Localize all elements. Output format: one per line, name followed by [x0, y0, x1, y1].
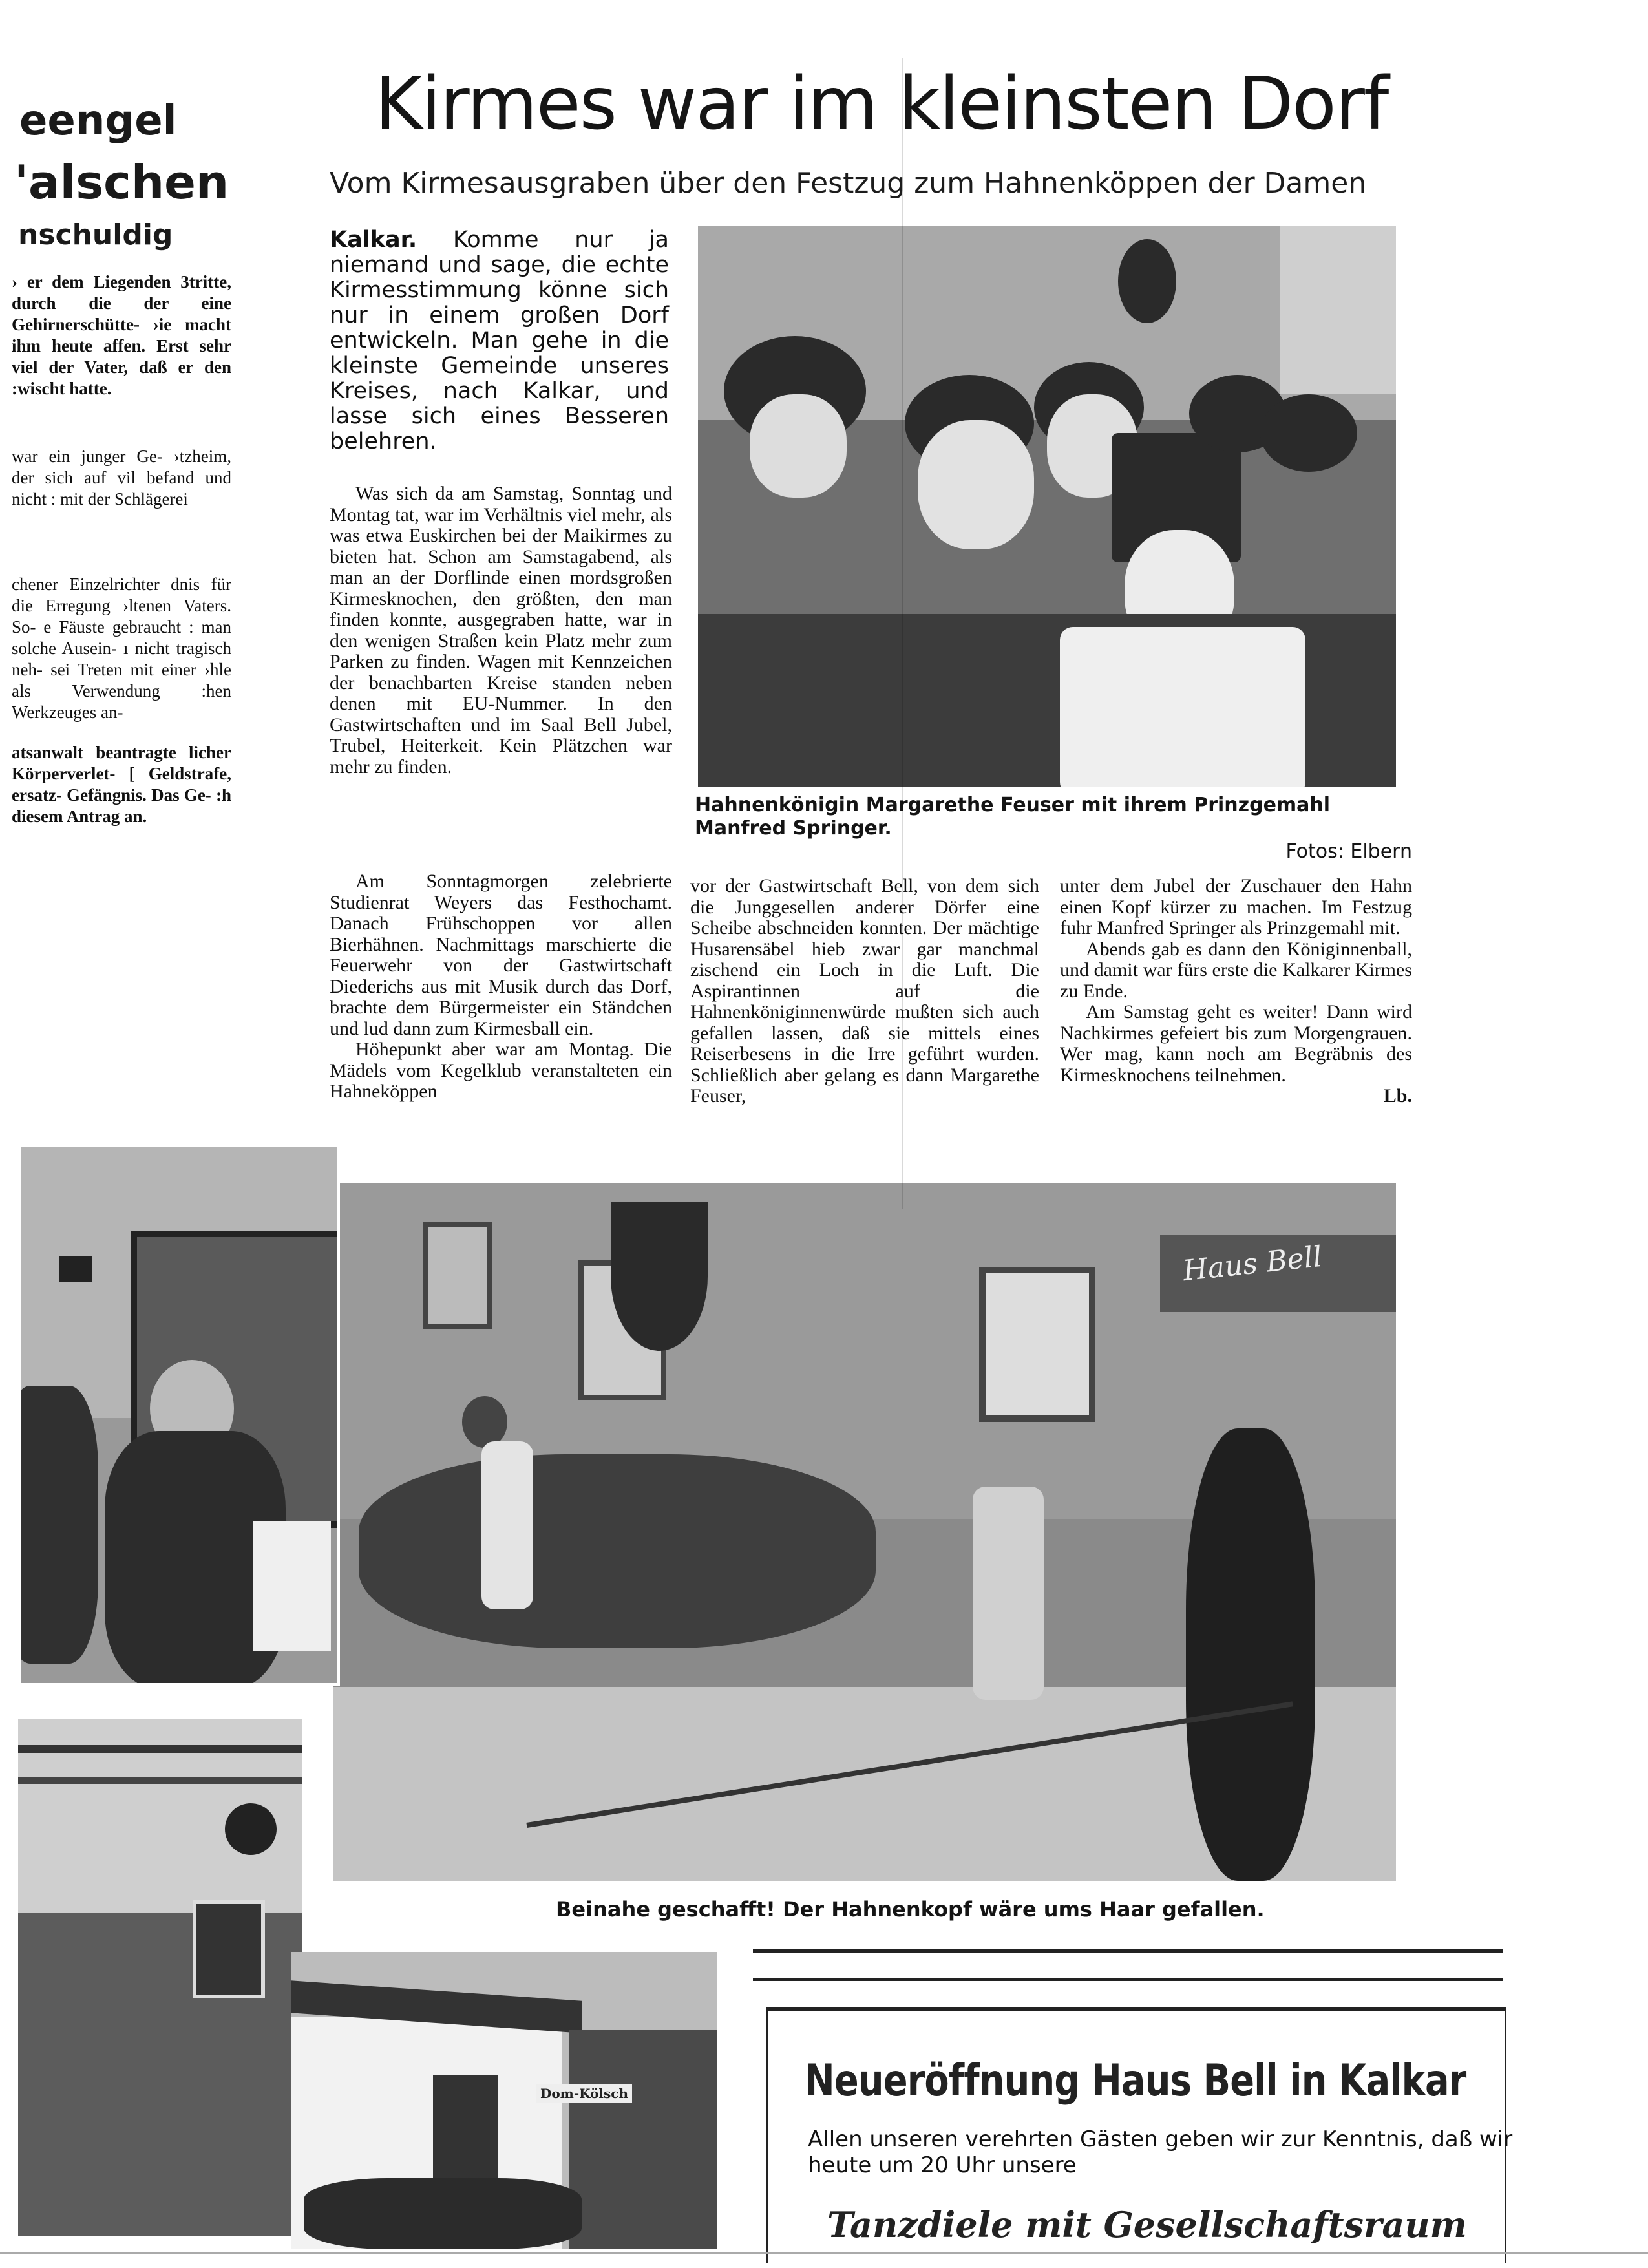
ad-script-line: Tanzdiele mit Gesellschaftsraum — [827, 2204, 1467, 2245]
ad-title: Neueröffnung Haus Bell in Kalkar — [805, 2055, 1466, 2106]
photo-haus-bell-exterior — [291, 1952, 717, 2249]
photo-card-player — [18, 1386, 98, 1664]
photo-window — [433, 2075, 498, 2178]
photo-spectators — [359, 1454, 876, 1648]
author-signature: Lb. — [1383, 1085, 1412, 1107]
article-column-3 — [1060, 876, 1412, 1107]
photo-spectator-head — [462, 1396, 507, 1448]
photo-window — [423, 1222, 492, 1329]
ad-divider — [753, 1949, 1503, 1953]
photo-person-face — [750, 394, 847, 498]
article-column-1-top — [330, 483, 672, 778]
left-article-paragraph: atsanwalt beantragte licher Körperverlet- [ Geldstrafe, ersatz- Gefängnis. Das Ge- :h diesem Antrag an. — [12, 743, 231, 826]
author-signature-line — [1060, 1086, 1412, 1107]
left-article-paragraph: war ein junger Ge- ›tzheim, der sich auf vil befand und nicht : mit der Schlägerei — [12, 447, 231, 509]
article-paragraph: vor der Gastwirtschaft Bell, von dem sich die Junggesellen anderer Dörfer eine Scheibe abschneiden konnten. Der mächtige Husarensäbel hieb zwar gar manchmal zischend ein Loch in die Luft. Die Aspirantinnen auf die Hahnenköniginnenwürde mußten sich auch gefallen lassen, daß sie mittels eines Reiserbesens in die Irre geführt wurden. Schließlich aber gelang es dann Margarethe Feuser, — [690, 875, 1039, 1107]
left-article-headline-line-1: eengel — [19, 97, 177, 145]
ad-divider — [753, 1978, 1503, 1981]
photo-caption-top — [695, 794, 1412, 864]
left-article-subheadline: nschuldig — [18, 218, 173, 251]
article-paragraph: Höhepunkt aber war am Montag. Die Mädels vom Kegelklub veranstalteten ein Hahneköppen — [330, 1039, 672, 1102]
photo-window — [1280, 226, 1396, 394]
article-lead — [330, 228, 669, 454]
photo-wall-picture — [59, 1256, 92, 1282]
lead-text: Komme nur ja niemand und sage, die echte Kirmesstimmung könne sich nur in einem großen Dorf entwickeln. Man gehe in die kleinste Gemeinde unseres Kreises, nach Kalkar, und lasse sich eines Besseren belehren. — [330, 227, 669, 454]
article-paragraph: unter dem Jubel der Zuschauer den Hahn einen Kopf kürzer zu machen. Im Festzug fuhr Manfred Springer als Prinzgemahl mit. — [1060, 875, 1412, 938]
photo-white-blouse — [1060, 627, 1305, 787]
photo-man-with-broom — [1186, 1428, 1315, 1881]
article-paragraph: Abends gab es dann den Königinnenball, und damit war fürs erste die Kalkarer Kirmes zu Ende. — [1060, 938, 1412, 1002]
article-paragraph: Was sich da am Samstag, Sonntag und Montag tat, war im Verhältnis viel mehr, als was etwa Euskirchen bei der Maikirmes zu bieten hat. Schon am Samstagabend, als man an der Dorflinde einen mordsgroßen Kirmesknochen, den größten, den man finden konnte, ausgegraben hatte, war in den wenigen Straßen kein Platz mehr zum Parken zu finden. Wagen mit Kennzeichen der benachbarten Kreise standen neben denen mit EU-Nummer. In den Gastwirtschaften und im Saal Bell Jubel, Trubel, Heiterkeit. Kein Plätzchen war mehr zu finden. — [330, 483, 672, 778]
article-column-2 — [690, 876, 1039, 1107]
article-headline: Kirmes war im kleinsten Dorf — [375, 62, 1388, 146]
photo-hahnekoeppen-street — [333, 1183, 1396, 1881]
page-bottom-edge — [0, 2252, 1648, 2254]
photo-hahnenkoenigin — [698, 226, 1396, 787]
caption-text: Hahnenkönigin Margarethe Feuser mit ihrem Prinzgemahl Manfred Springer. — [695, 794, 1331, 840]
photo-group-of-men — [304, 2178, 582, 2249]
ad-body: Allen unseren verehrten Gästen geben wir zur Kenntnis, daß wir heute um 20 Uhr unsere — [808, 2126, 1513, 2178]
left-article-paragraph: › er dem Liegenden 3tritte, durch die der eine Gehirnerschütte- ›ie macht ihm heute affen. Erst sehr viel der Vater, daß er den :wischt hatte. — [12, 272, 231, 398]
photo-garland — [18, 1745, 302, 1753]
rooster-icon — [1118, 239, 1176, 323]
left-article-headline-line-2: 'alschen — [14, 155, 229, 209]
photo-interior-card-players — [18, 1144, 340, 1686]
dateline: Kalkar. — [330, 227, 417, 253]
left-article-paragraph: chener Einzelrichter dnis für die Erregung ›ltenen Vaters. So- e Fäuste gebraucht : man solche Ausein- ı nicht tragisch neh- sei Treten mit einer ›hle als Verwendung :hen Werkzeuges an- — [12, 575, 231, 722]
photo-wall-emblem — [225, 1803, 277, 1855]
haus-bell-sign: Haus Bell — [1181, 1240, 1324, 1288]
photo-wall-frame — [193, 1900, 265, 1998]
rooster-basket-icon — [611, 1202, 708, 1351]
photo-window — [979, 1267, 1095, 1422]
photo-person-face — [918, 420, 1034, 549]
photo-timber-frame-house — [569, 2030, 717, 2249]
article-paragraph: Am Sonntagmorgen zelebrierte Studienrat Weyers das Festhochamt. Danach Frühschoppen vor allen Bierhähnen. Nachmittags marschierte die Feuerwehr von der Gastwirtschaft Diederichs aus mit Musik durch das Dorf, brachte dem Bürgermeister ein Ständchen und lud dann zum Kirmesball ein. — [330, 871, 672, 1039]
article-subheadline: Vom Kirmesausgraben über den Festzug zum Hahnenköppen der Damen — [330, 167, 1367, 200]
photo-credit: Fotos: Elbern — [1285, 840, 1412, 863]
photo-decorated-hall — [18, 1719, 302, 2236]
photo-caption-street: Beinahe geschafft! Der Hahnenkopf wäre ums Haar gefallen. — [556, 1897, 1265, 1922]
photo-person-hair — [1260, 394, 1357, 472]
paper-fold-line — [902, 58, 903, 1209]
article-paragraph: Am Samstag geht es weiter! Dann wird Nachkirmes gefeiert bis zum Morgengrauen. Wer mag, kann noch am Begräbnis des Kirmesknochens teilnehmen. — [1060, 1001, 1412, 1086]
photo-garland — [18, 1777, 302, 1784]
photo-woman-with-saber — [481, 1441, 533, 1609]
photo-chair — [253, 1521, 331, 1651]
photo-man-white-shirt — [973, 1487, 1044, 1700]
article-column-1-bottom — [330, 871, 672, 1103]
dom-koelsch-sign: Dom-Kölsch — [536, 2084, 632, 2103]
